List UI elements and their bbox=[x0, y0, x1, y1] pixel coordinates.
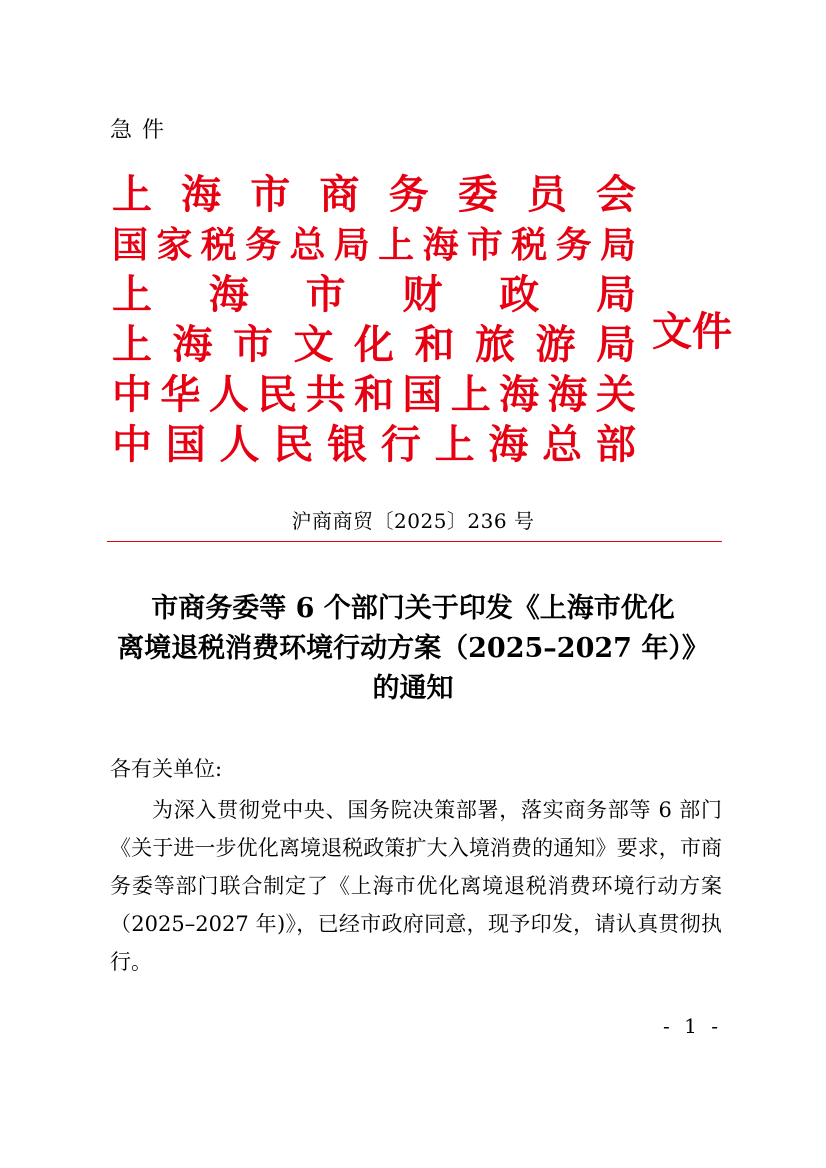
urgency-label: 急件 bbox=[110, 118, 175, 143]
issuer-char: 海 bbox=[172, 321, 213, 368]
issuer-char: 上 bbox=[112, 171, 152, 218]
issuer-char: 化 bbox=[354, 321, 394, 368]
issuer-char: 总 bbox=[542, 421, 583, 468]
issuer-char: 会 bbox=[595, 171, 636, 218]
issuer-char: 家 bbox=[156, 224, 193, 266]
issuer-char: 市 bbox=[250, 171, 291, 218]
issuer-char: 文 bbox=[293, 321, 334, 368]
issuer-char: 人 bbox=[208, 371, 249, 418]
issuer-char: 海 bbox=[181, 171, 222, 218]
issuer-char: 委 bbox=[457, 171, 498, 218]
issuer-char: 人 bbox=[219, 421, 260, 468]
issuer-char: 中 bbox=[112, 371, 152, 418]
issuer-line bbox=[112, 270, 636, 320]
issuer-char: 政 bbox=[499, 271, 540, 318]
page-number: - 1 - bbox=[663, 1014, 722, 1038]
issuer-char: 游 bbox=[535, 321, 576, 368]
issuer-char: 总 bbox=[289, 224, 326, 266]
issuer-line bbox=[112, 170, 636, 220]
issuer-line bbox=[112, 320, 636, 370]
issuer-char: 旅 bbox=[475, 321, 515, 368]
issuer-char: 务 bbox=[245, 224, 282, 266]
issuer-char: 海 bbox=[488, 421, 529, 468]
issuer-char: 局 bbox=[595, 271, 636, 318]
issuer-char: 共 bbox=[305, 371, 346, 418]
issuer-char: 员 bbox=[526, 171, 567, 218]
issuer-char: 税 bbox=[511, 224, 548, 266]
issuer-line bbox=[112, 420, 636, 470]
issuer-char: 务 bbox=[555, 224, 592, 266]
issuer-char: 国 bbox=[165, 421, 206, 468]
issuer-char: 华 bbox=[160, 371, 201, 418]
issuer-char: 民 bbox=[273, 421, 314, 468]
issuer-char: 部 bbox=[595, 421, 636, 468]
issuer-char: 银 bbox=[327, 421, 368, 468]
title-line-2: 离境退税消费环境行动方案（2025–2027 年）》 bbox=[117, 633, 709, 664]
issuer-char: 国 bbox=[112, 224, 149, 266]
red-divider-line bbox=[107, 541, 722, 542]
issuer-char: 上 bbox=[112, 271, 152, 318]
document-suffix: 文件 bbox=[652, 308, 732, 355]
issuer-char: 市 bbox=[305, 271, 346, 318]
issuer-char: 和 bbox=[353, 371, 394, 418]
issuer-char: 海 bbox=[422, 224, 459, 266]
issuer-char: 市 bbox=[466, 224, 503, 266]
issuer-char: 海 bbox=[208, 271, 249, 318]
issuer-char: 商 bbox=[319, 171, 360, 218]
issuer-char: 税 bbox=[200, 224, 237, 266]
issuing-authorities bbox=[112, 170, 636, 470]
issuer-char: 和 bbox=[414, 321, 455, 368]
issuer-char: 务 bbox=[388, 171, 429, 218]
issuer-char: 国 bbox=[402, 371, 443, 418]
body-paragraph: 为深入贯彻党中央、国务院决策部署，落实商务部等 6 部门《关于进一步优化离境退税政策扩大入境消费的通知》要求，市商务委等部门联合制定了《上海市优化离境退税消费环境行动方案（2025–2027 年)》，已经市政府同意，现予印发，请认真贯彻执行。 bbox=[110, 798, 722, 974]
document-number: 沪商商贸〔2025〕236 号 bbox=[291, 509, 535, 533]
issuer-char: 局 bbox=[596, 321, 636, 368]
salutation: 各有关单位: bbox=[110, 757, 223, 781]
issuer-char: 上 bbox=[378, 224, 415, 266]
issuer-char: 上 bbox=[112, 321, 152, 368]
issuer-line bbox=[112, 370, 636, 420]
issuer-char: 局 bbox=[333, 224, 370, 266]
issuer-char: 关 bbox=[595, 371, 636, 418]
issuer-char: 海 bbox=[547, 371, 588, 418]
issuer-char: 民 bbox=[257, 371, 298, 418]
title-line-3: 的通知 bbox=[372, 673, 454, 704]
issuer-char: 行 bbox=[380, 421, 421, 468]
document-title bbox=[95, 589, 731, 709]
issuer-char: 上 bbox=[450, 371, 491, 418]
issuer-char: 局 bbox=[599, 224, 636, 266]
issuer-char: 市 bbox=[233, 321, 273, 368]
issuer-char: 上 bbox=[434, 421, 475, 468]
issuer-line bbox=[112, 220, 636, 270]
issuer-char: 财 bbox=[402, 271, 443, 318]
issuer-char: 海 bbox=[499, 371, 540, 418]
title-line-1: 市商务委等 6 个部门关于印发《上海市优化 bbox=[151, 593, 675, 624]
issuer-char: 中 bbox=[112, 421, 152, 468]
